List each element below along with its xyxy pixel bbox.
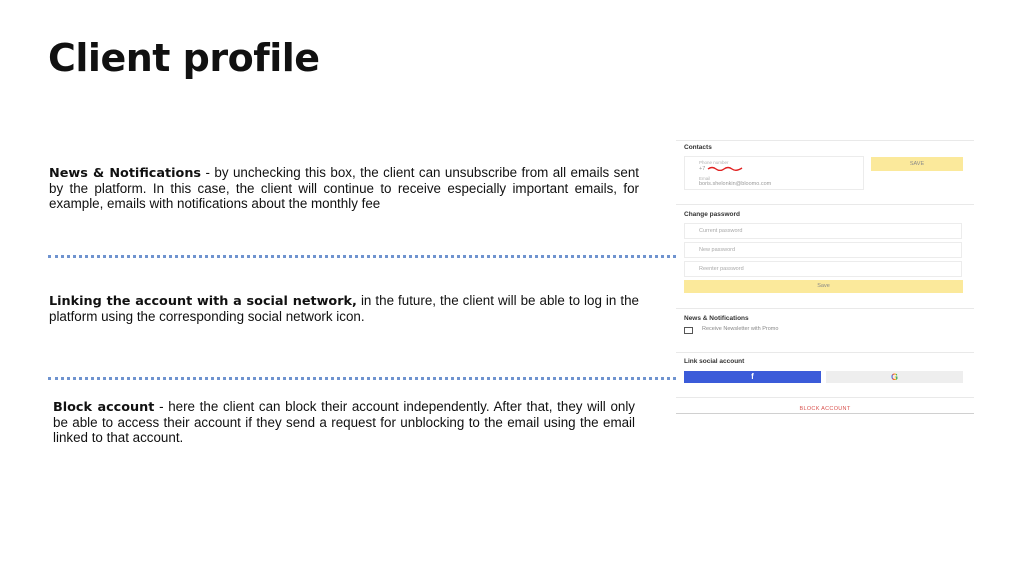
contacts-box: [684, 156, 864, 190]
news-notifications-title: News & Notifications: [684, 315, 749, 322]
google-login-button[interactable]: [826, 371, 963, 383]
google-icon: G: [890, 372, 898, 382]
contacts-divider: [676, 204, 974, 205]
save-contacts-button[interactable]: SAVE: [871, 157, 963, 171]
repeat-password-input[interactable]: Reenter password: [684, 261, 962, 277]
current-password-input[interactable]: Current password: [684, 223, 962, 239]
linking-social-paragraph: [49, 293, 639, 324]
link-social-title: Link social account: [684, 358, 745, 365]
email-label: Email: [699, 176, 711, 181]
block-account-paragraph: [53, 399, 635, 445]
change-password-title: Change password: [684, 211, 740, 218]
new-password-input[interactable]: New password: [684, 242, 962, 258]
profile-mockup: [676, 140, 974, 420]
dotted-connector-2: [48, 377, 676, 380]
newsletter-checkbox[interactable]: [684, 327, 693, 334]
password-divider: [676, 308, 974, 309]
phone-label: Phone number: [699, 160, 729, 165]
block-account-text: - here the client can block their account independently. After that, they will only be able to access their account if they send a request for unblocking to the email using the email linked to that account.: [53, 399, 636, 445]
contacts-title: Contacts: [684, 144, 712, 151]
news-divider: [676, 352, 974, 353]
facebook-icon: f: [751, 372, 754, 381]
mockup-top-divider: [676, 140, 974, 141]
newsletter-checkbox-label: Receive Newsletter with Promo: [702, 326, 779, 332]
news-notifications-paragraph: [49, 165, 639, 211]
social-divider: [676, 397, 974, 398]
linking-social-text: in the future, the client will be able to log in the platform using the corresponding social network icon.: [49, 293, 639, 324]
mockup-bottom-line: [676, 413, 974, 414]
redacted-scribble-icon: [707, 166, 743, 171]
save-password-button[interactable]: Save: [684, 280, 963, 293]
news-notifications-heading: News & Notifications: [49, 166, 202, 181]
facebook-login-button[interactable]: [684, 371, 821, 383]
email-field[interactable]: boris.shelonkin@bloomo.com: [699, 181, 772, 187]
news-notifications-text: - by unchecking this box, the client can unsubscribe from all emails sent by the platform. In this case, the client will continue to receive especially important emails, for example, emails with notifications about the monthly fee: [49, 165, 639, 211]
block-account-button[interactable]: BLOCK ACCOUNT: [799, 406, 851, 412]
dotted-connector-1: [48, 255, 676, 258]
phone-field[interactable]: [699, 166, 743, 172]
linking-social-heading: Linking the account with a social network,: [49, 294, 357, 309]
block-account-heading: Block account: [53, 400, 155, 415]
phone-value: +7: [699, 166, 706, 172]
page-title: Client profile: [48, 36, 320, 80]
